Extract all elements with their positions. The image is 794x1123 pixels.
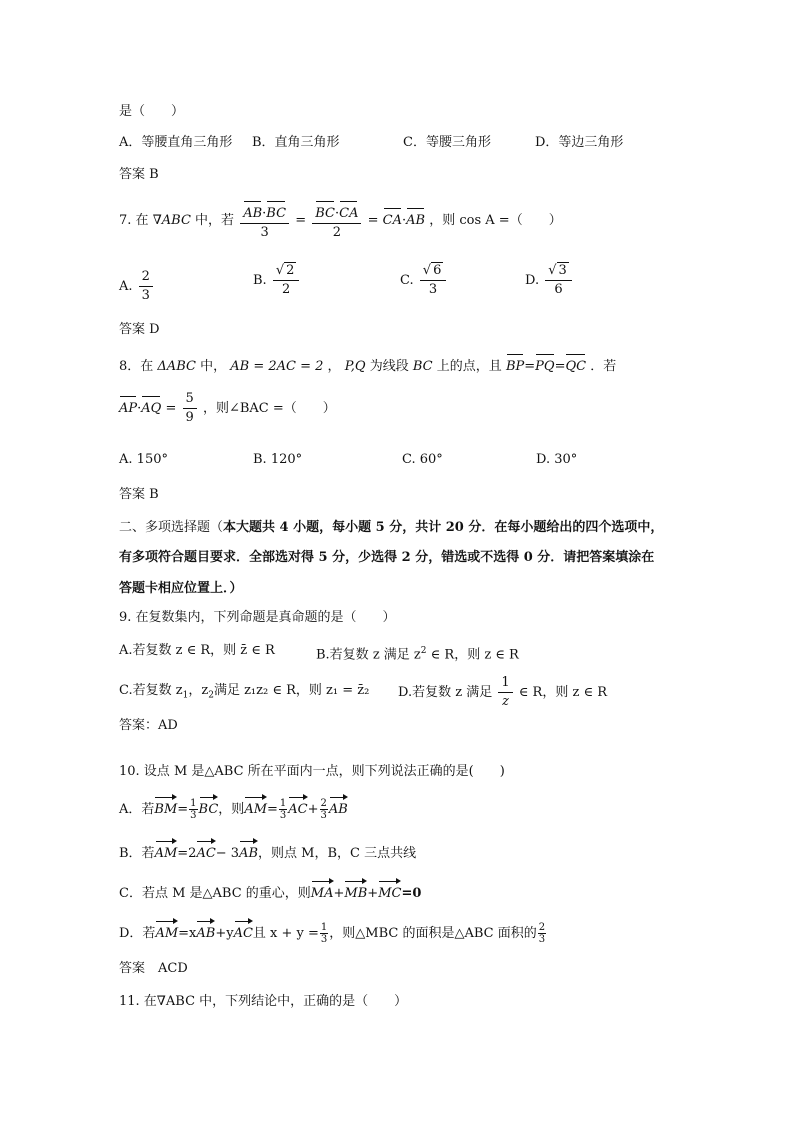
q7-frac-2 xyxy=(312,199,361,242)
option-label: C. xyxy=(400,273,414,288)
frac-den: 3 xyxy=(320,810,327,821)
sqrt-symbol: √ 6 xyxy=(422,263,442,278)
vec-ab: AB xyxy=(239,838,258,863)
q7-mid: 中，若 xyxy=(195,213,235,228)
plus: + xyxy=(307,802,319,817)
eq: = xyxy=(554,359,566,374)
vec-bc: BC xyxy=(199,794,219,819)
frac-den: z xyxy=(502,694,509,709)
frac-num: 1 xyxy=(498,674,512,693)
q6-option-b: B．直角三角形 xyxy=(252,135,340,150)
minus: − 3 xyxy=(215,846,240,861)
q9-option-c xyxy=(119,682,369,705)
q6-stem-tail: 是（ ） xyxy=(119,104,185,119)
option-text: ，z xyxy=(188,683,209,698)
q8-triangle: ΔABC xyxy=(157,359,196,374)
q7-triangle: ∇ABC xyxy=(152,213,191,228)
q8-option-c xyxy=(402,451,443,469)
q8-mid: 为线段 xyxy=(369,359,409,374)
q10-answer: 答案 ACD xyxy=(119,961,188,976)
option-value: 120° xyxy=(270,452,303,467)
vec-ca: CA xyxy=(383,206,402,230)
vec-ab: AB xyxy=(329,794,348,819)
option-text: ，则△MBC 的面积是△ABC 面积的 xyxy=(329,926,537,941)
q7-den-2: 2 xyxy=(332,225,341,240)
eq: = xyxy=(367,213,379,228)
option-text: 满足 z₁z₂ ∈ R，则 z₁ = z̄₂ xyxy=(213,683,370,698)
q7-den-1: 3 xyxy=(260,225,269,240)
vec-qc: QC xyxy=(565,352,586,376)
eq: =2 xyxy=(177,846,197,861)
q8-mid: 中， xyxy=(200,359,227,374)
vec-mc: MC xyxy=(378,878,401,903)
vec-bc: BC xyxy=(266,199,286,223)
subscript: 1 xyxy=(182,690,189,701)
frac-num: 2 xyxy=(139,268,153,287)
option-label: A. xyxy=(119,452,133,467)
option-text: ，则 xyxy=(218,802,245,817)
frac-den: 2 xyxy=(281,282,291,297)
frac-den: 9 xyxy=(185,410,194,425)
q7-stem xyxy=(119,199,562,242)
q10-option-c: C．若点 M 是△ABC 的重心，则MA+MB+MC=0 xyxy=(119,878,421,903)
vec-ca: CA xyxy=(339,199,358,223)
option-value: 30° xyxy=(554,452,578,467)
dot: · xyxy=(402,213,407,228)
q8-mid: 上的点，且 xyxy=(436,359,502,374)
q8-answer: 答案 B xyxy=(119,487,159,502)
comma: ， xyxy=(327,359,341,374)
eq: = xyxy=(177,802,189,817)
q7-tail: ，则 cos A =（ ） xyxy=(429,213,562,228)
vec-am: AM xyxy=(155,918,178,943)
radicand: 2 xyxy=(286,263,295,278)
vec-bc: BC xyxy=(315,199,335,223)
q10-option-b xyxy=(119,838,416,863)
frac-den: 3 xyxy=(141,288,150,303)
dot: · xyxy=(262,206,267,221)
vec-bp: BP xyxy=(506,352,524,376)
frac-den: 3 xyxy=(279,810,287,821)
eq: = xyxy=(524,359,536,374)
q7-option-b xyxy=(253,262,301,299)
vec-aq: AQ xyxy=(141,394,161,418)
superscript: 2 xyxy=(420,646,427,656)
q8-points: P,Q xyxy=(344,359,366,374)
frac-den: 3 xyxy=(190,810,197,821)
section2-title: 二、多项选择题（ xyxy=(119,520,224,535)
frac-num: 2 xyxy=(538,922,546,933)
frac-den: 6 xyxy=(554,282,563,297)
vec-pq: PQ xyxy=(535,352,554,376)
section2-line-1 xyxy=(119,519,663,537)
section2-line-2: 有多项符合题目要求．全部选对得 5 分，少选得 2 分，错选或不选得 0 分．请把答案填涂在 xyxy=(119,550,655,565)
q8-option-a xyxy=(119,451,168,469)
frac-den: 3 xyxy=(320,934,328,945)
sqrt-symbol: √ 2 xyxy=(275,263,295,278)
q8-segment: BC xyxy=(412,359,433,374)
q7-option-a xyxy=(119,268,155,305)
option-text: D．若 xyxy=(119,926,156,941)
section2-line-3: 答题卡相应位置上．） xyxy=(119,581,243,596)
option-label: B. xyxy=(253,452,267,467)
option-text: D.若复数 z 满足 xyxy=(398,685,493,700)
vec-am: AM xyxy=(155,838,178,863)
q8-prefix: 8．在 xyxy=(119,359,154,374)
subscript: 2 xyxy=(208,690,214,701)
dot: · xyxy=(137,401,142,416)
q10-option-a xyxy=(119,794,348,821)
frac-num: 5 xyxy=(183,390,197,409)
q9-answer: 答案：AD xyxy=(119,718,178,733)
eq: = xyxy=(295,213,307,228)
frac-num: 2 xyxy=(320,798,327,809)
q6-option-c: C．等腰三角形 xyxy=(403,135,491,150)
option-label: D. xyxy=(525,273,540,288)
eq: =x xyxy=(178,926,197,941)
vec-bm: BM xyxy=(154,794,177,819)
q9-stem: 9. 在复数集内，下列命题是真命题的是（ ） xyxy=(119,610,396,625)
q8-stem-line-1 xyxy=(119,352,616,376)
sqrt-symbol: √ 3 xyxy=(548,263,567,278)
vec-ac: AC xyxy=(288,794,307,819)
vec-ma: MA xyxy=(311,878,334,903)
vec-am: AM xyxy=(244,794,267,819)
option-label: A. xyxy=(119,279,133,294)
q7-frac-1 xyxy=(240,199,289,242)
q10-stem: 10. 设点 M 是△ABC 所在平面内一点，则下列说法正确的是( ) xyxy=(119,764,505,779)
option-label: B. xyxy=(253,273,267,288)
q8-condition: AB = 2AC = 2 xyxy=(230,359,324,374)
q11-stem: 11. 在∇ABC 中，下列结论中，正确的是（ ） xyxy=(119,994,408,1009)
q9-option-b xyxy=(316,642,519,664)
q8-option-b xyxy=(253,451,302,469)
frac-num: 1 xyxy=(190,798,197,809)
eq: = xyxy=(165,401,177,416)
plus: +y xyxy=(215,926,234,941)
q10-option-d xyxy=(119,918,547,945)
option-text: ，则点 M，B，C 三点共线 xyxy=(258,846,417,861)
q6-option-d: D．等边三角形 xyxy=(535,135,624,150)
q8-tail: ．若 xyxy=(590,359,617,374)
vec-mb: MB xyxy=(344,878,367,903)
q7-answer: 答案 D xyxy=(119,322,160,337)
option-text: =0 xyxy=(401,886,422,901)
radicand: 6 xyxy=(433,263,442,278)
q9-option-a: A.若复数 z ∈ R，则 z̄ ∈ R xyxy=(119,643,275,658)
q9-option-d xyxy=(398,674,607,711)
eq: = xyxy=(267,802,278,817)
section2-rule: 本大题共 4 小题，每小题 5 分，共计 20 分．在每小题给出的四个选项中， xyxy=(223,520,664,535)
q8-stem-line-2 xyxy=(119,390,336,427)
dot: · xyxy=(334,206,340,221)
q6-answer: 答案 B xyxy=(119,167,159,182)
option-value: 60° xyxy=(419,452,443,467)
option-text: ∈ R，则 z ∈ R xyxy=(518,685,607,700)
frac-num: 1 xyxy=(320,922,328,933)
q8-tail: ，则∠BAC =（ ） xyxy=(202,401,336,416)
q8-option-d xyxy=(536,451,577,469)
option-text: 且 x + y = xyxy=(252,926,319,941)
vec-ab: AB xyxy=(243,199,262,223)
radicand: 3 xyxy=(558,263,567,278)
option-text: B．若 xyxy=(119,846,155,861)
vec-ab: AB xyxy=(196,918,215,943)
q7-option-c xyxy=(400,262,448,299)
option-value: 150° xyxy=(136,452,168,467)
option-text: ∈ R，则 z ∈ R xyxy=(426,647,519,663)
option-label: D. xyxy=(536,452,551,467)
vec-ab: AB xyxy=(406,206,425,230)
frac-num: 1 xyxy=(279,798,287,809)
frac-den: 3 xyxy=(538,934,546,945)
q7-option-d xyxy=(525,262,574,299)
frac-den: 3 xyxy=(428,282,438,297)
option-text: C．若点 M 是△ABC 的重心，则 xyxy=(119,886,311,901)
q7-prefix: 7. 在 xyxy=(119,213,149,228)
option-text: C.若复数 z xyxy=(119,683,183,698)
q6-option-a: A．等腰直角三角形 xyxy=(119,135,233,150)
vec-ac: AC xyxy=(234,918,253,943)
option-text: B.若复数 z 满足 z xyxy=(316,647,421,663)
vec-ac: AC xyxy=(196,838,215,863)
vec-ap: AP xyxy=(119,394,137,418)
option-text: A．若 xyxy=(119,802,155,817)
option-label: C. xyxy=(402,452,416,467)
